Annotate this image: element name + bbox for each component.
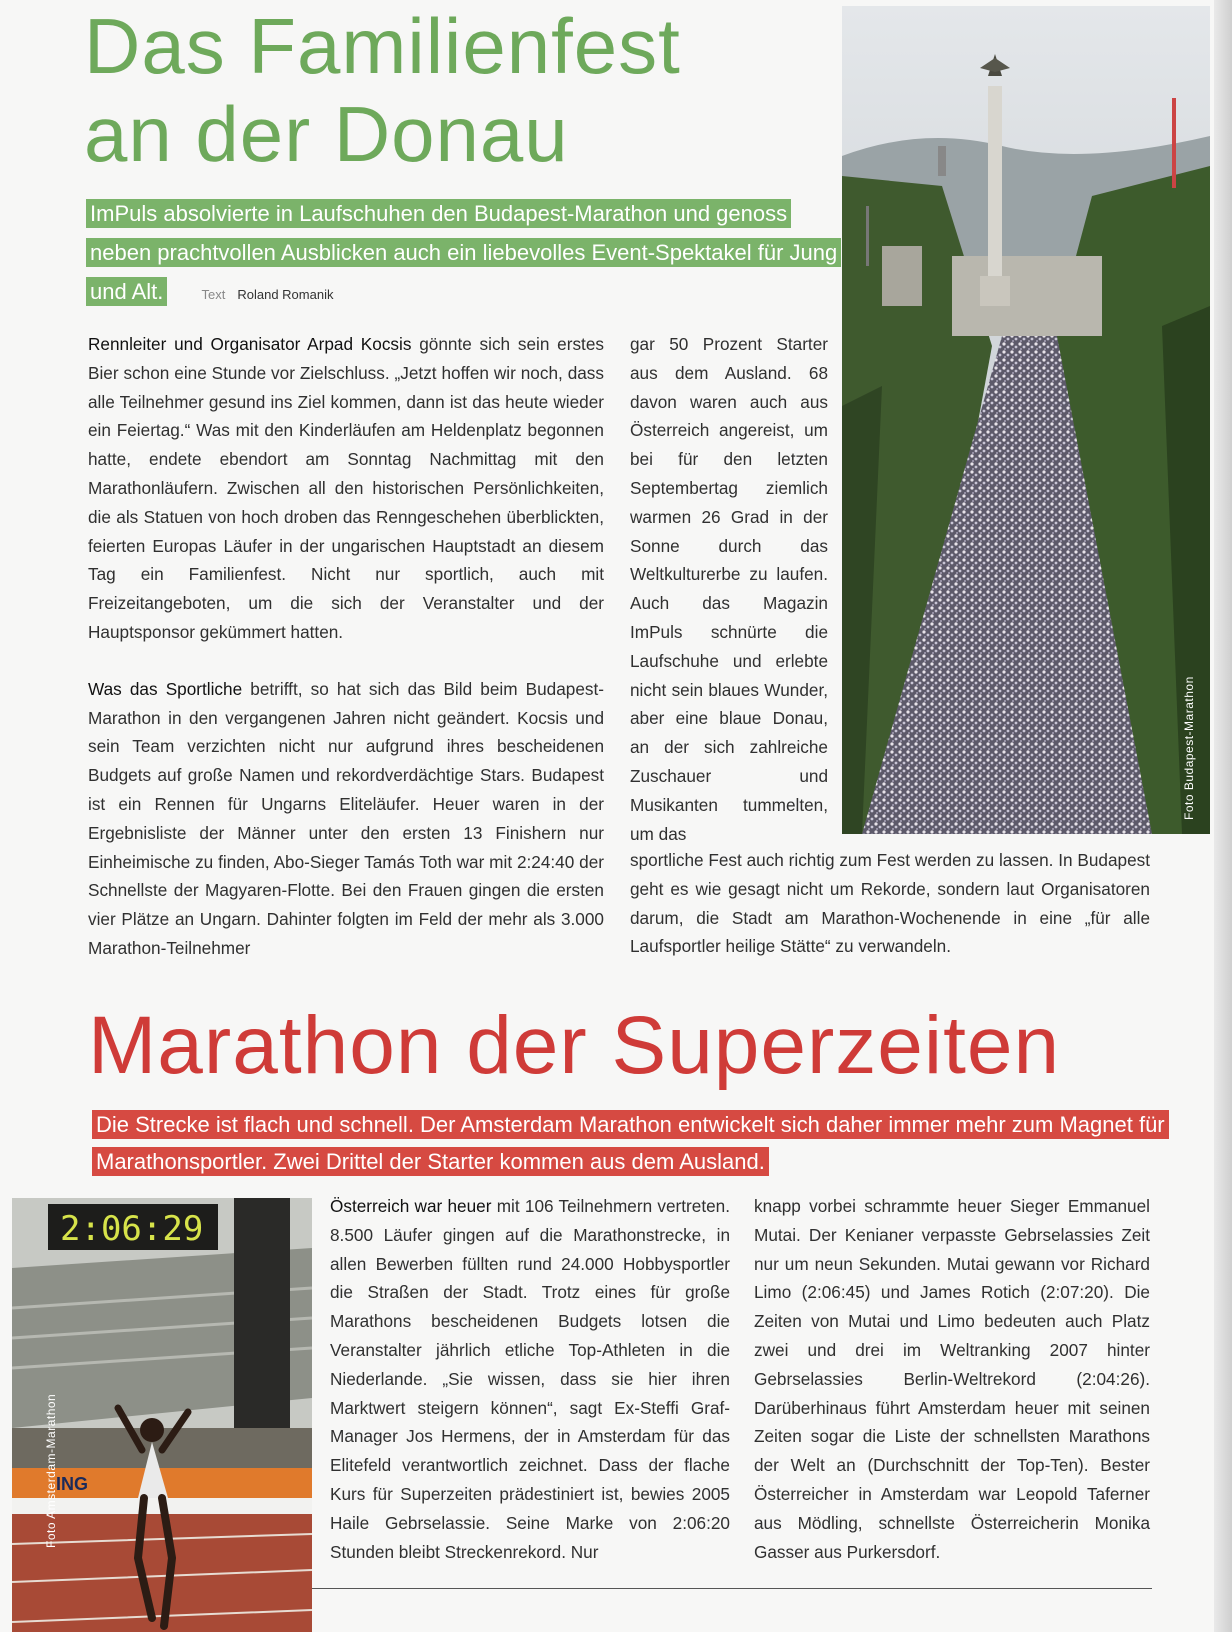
lead-text: ImPuls absolvierte in Laufschuhen den Budapest-Marathon und genoss neben prachtvollen Ausblicken auch ein liebevolles Event-Spektakel für Jung und Alt. [86, 199, 841, 306]
column-b-text: gar 50 Prozent Starter aus dem Ausland. 68 davon waren auch aus Österreich angereist, um bei für den letzten Septembertag ziemlich warmen 26 Grad in der Sonne durch das Weltkulturerbe zu laufen. Auch das Magazin ImPuls schnürte die Laufschuhe und erlebte nicht sein blaues Wunder, aber eine blaue Donau, an der sich zahlreiche Zuschauer und Musikanten tummelten, um das [630, 334, 828, 844]
paragraph-2 [88, 675, 604, 963]
paragraph-1-text: gönnte sich sein erstes Bier schon eine Stunde vor Zielschluss. „Jetzt hoffen wir noch, dass alle Teilnehmer gesund ins Ziel kommen, dann ist das heute wieder ein Feiertag.“ Was mit den Kinderläufen am Heldenplatz begonnen hatte, endete ebendort am Sonntag Nachmittag mit den Marathonläufern. Zwischen all den historischen Persönlichkeiten, die als Statuen von hoch droben das Renngeschehen überblickten, feierten Europas Läufer in der ungarischen Hauptstadt an diesem Tag ein Familienfest. Nicht nur sportlich, auch mit Freizeitangeboten, um die sich der Veranstalter und der Hauptsponsor gekümmert hatten. [88, 334, 604, 642]
column-b [630, 330, 828, 848]
column-e [754, 1192, 1150, 1566]
paragraph-3 [330, 1192, 730, 1566]
credit-name: Roland Romanik [237, 287, 334, 302]
page-edge [1214, 0, 1232, 1632]
lead-familienfest [86, 194, 846, 314]
finish-banner-text: ING [56, 1474, 89, 1494]
author-credit [202, 287, 334, 302]
column-e-text: knapp vorbei schrammte heuer Sieger Emmanuel Mutai. Der Kenianer verpasste Gebrselassies Zeit nur um neun Sekunden. Mutai gewann vor Richard Limo (2:06:45) und James Rotich (2:07:20). Die Zeiten von Mutai und Limo bedeuten auch Platz zwei und drei im Weltranking 2007 hinter Gebrselassies Berlin-Weltrekord (2:04:26). Darüberhinaus führt Amsterdam heuer mit seinen Zeiten sogar die Liste der schnellsten Marathons der Welt an (Durchschnitt der Top-Ten). Bester Österreicher in Amsterdam war Leopold Taferner aus Mödling, schnellste Österreicherin Monika Gasser aus Purkersdorf. [754, 1196, 1150, 1562]
headline-superzeiten: Marathon der Superzeiten [88, 1000, 1061, 1091]
budapest-crowd-illustration [842, 6, 1210, 834]
paragraph-1 [88, 330, 604, 647]
column-a [88, 330, 604, 963]
paragraph-1-lead: Rennleiter und Organisator Arpad Kocsis [88, 334, 412, 354]
bottom-rule [312, 1588, 1152, 1589]
headline-line-1: Das Familienfest [84, 2, 681, 90]
column-c [630, 846, 1150, 961]
paragraph-3-lead: Österreich war heuer [330, 1196, 492, 1216]
photo-budapest-marathon [842, 6, 1210, 834]
headline-line-2: an der Donau [84, 90, 569, 178]
photo-credit-budapest: Foto Budapest-Marathon [1182, 676, 1196, 820]
column-c-text: sportliche Fest auch richtig zum Fest werden zu lassen. In Budapest geht es wie gesagt nicht um Rekorde, sondern laut Organisatoren darum, die Stadt am Marathon-Wochenende in eine „für alle Laufsportler heilige Stätte“ zu verwandeln. [630, 850, 1150, 957]
paragraph-3-text: mit 106 Teilnehmern vertreten. 8.500 Läufer gingen auf die Marathonstrecke, in allen Bewerben füllten rund 24.000 Hobbysportler die Straßen der Stadt. Trotz eines für große Marathons bescheidenen Budgets lotsen die Veranstalter jährlich etliche Top-Athleten in die Niederlande. „Sie wissen, dass sie hier ihren Marktwert steigern können“, sagt Ex-Steffi Graf-Manager Jos Hermens, der in Amsterdam für das Elitefeld verantwortlich zeichnet. Dass der flache Kurs für Superzeiten prädestiniert ist, bewies 2005 Haile Gebrselassie. Seine Marke von 2:06:20 Stunden bleibt Streckenrekord. Nur [330, 1196, 730, 1562]
photo-credit-amsterdam: Foto Amsterdam-Marathon [44, 1393, 58, 1548]
paragraph-2-text: betrifft, so hat sich das Bild beim Budapest-Marathon in den vergangenen Jahren nicht geändert. Kocsis und sein Team verzichten nicht nur aufgrund ihres bescheidenen Budgets auf große Namen und rekordverdächtige Stars. Budapest ist ein Rennen für Ungarns Eliteläufer. Heuer waren in der Ergebnisliste der Männer unter den ersten 13 Finishern nur Einheimische zu finden, Abo-Sieger Tamás Toth war mit 2:24:40 der Schnellste der Magyaren-Flotte. Bei den Frauen gingen die ersten vier Plätze an Ungarn. Dahinter folgten im Feld der mehr als 3.000 Marathon-Teilnehmer [88, 678, 604, 958]
paragraph-2-lead: Was das Sportliche [88, 678, 243, 699]
credit-label: Text [201, 287, 226, 302]
headline-familienfest [84, 2, 844, 178]
lead-2-text: Die Strecke ist flach und schnell. Der Amsterdam Marathon entwickelt sich daher immer mehr zum Magnet für Marathonsportler. Zwei Drittel der Starter kommen aus dem Ausland. [92, 1110, 1169, 1176]
column-d [330, 1192, 730, 1566]
lead-superzeiten [92, 1106, 1212, 1180]
race-clock: 2:06:29 [60, 1209, 204, 1249]
